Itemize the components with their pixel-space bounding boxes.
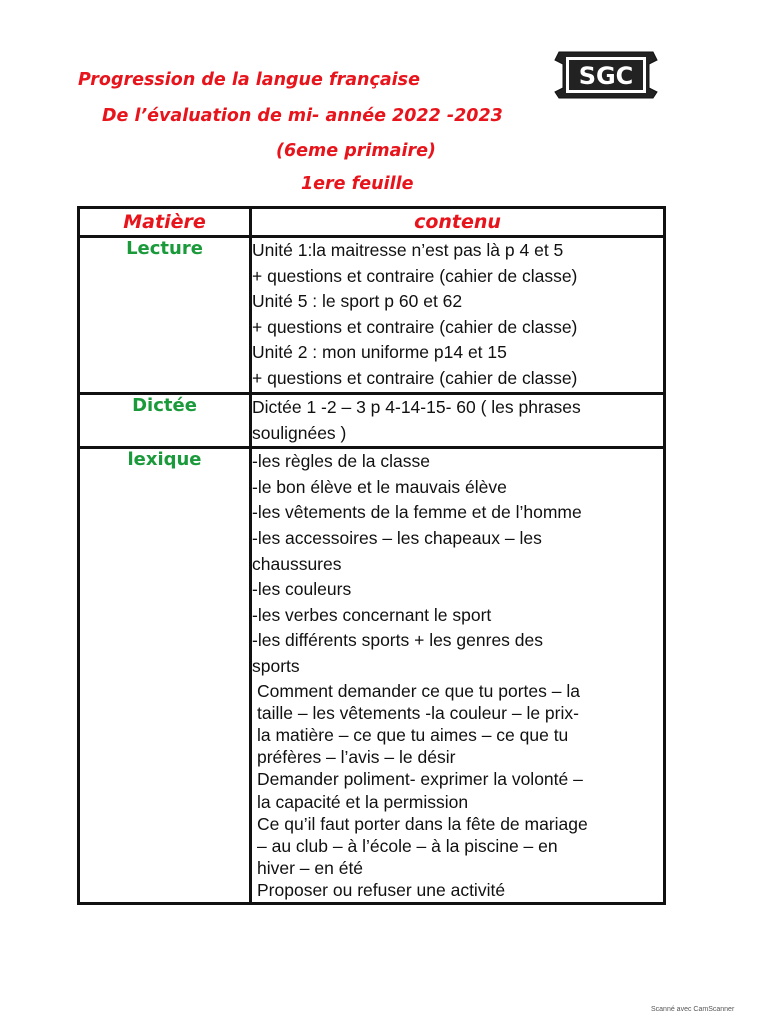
expressions-block — [252, 680, 663, 902]
content-line: -les accessoires – les chapeaux – les — [252, 527, 542, 548]
table-header-row — [79, 208, 665, 237]
subject-lexique: lexique — [79, 448, 251, 903]
expression-line: – au club – à l’école – à la piscine – en — [257, 835, 558, 856]
content-line: -les vêtements de la femme et de l’homme — [252, 502, 582, 523]
expression-line: taille – les vêtements -la couleur – le prix- — [257, 702, 579, 723]
content-line: Dictée 1 -2 – 3 p 4-14-15- 60 ( les phrases — [252, 397, 581, 417]
expression-line: la matière – ce que tu aimes – ce que tu — [257, 724, 569, 745]
header-contenu: contenu — [251, 208, 665, 237]
content-line: Unité 5 : le sport p 60 et 62 — [252, 291, 463, 312]
logo-text: SGC — [578, 62, 634, 90]
content-lecture — [251, 237, 665, 394]
expression-line: la capacité et la permission — [257, 791, 469, 812]
content-dictee — [251, 394, 665, 448]
title-line-4: 1ere feuille — [301, 174, 414, 194]
content-line: -les règles de la classe — [252, 451, 430, 472]
progression-table — [77, 206, 666, 905]
content-lexique — [251, 448, 665, 903]
content-line: -le bon élève et le mauvais élève — [252, 476, 507, 497]
title-line-3: (6eme primaire) — [276, 141, 436, 161]
table-row-lecture — [79, 237, 665, 394]
content-line: Unité 2 : mon uniforme p14 et 15 — [252, 342, 507, 363]
content-line: Unité 1:la maitresse n’est pas là p 4 et 5 — [252, 240, 564, 260]
header-matiere: Matière — [79, 208, 251, 237]
title-line-2: De l’évaluation de mi- année 2022 -2023 — [102, 106, 503, 126]
expression-line: Proposer ou refuser une activité — [257, 880, 506, 901]
content-line: chaussures — [252, 553, 342, 574]
content-line: + questions et contraire (cahier de classe) — [252, 367, 578, 388]
subject-lecture: Lecture — [79, 237, 251, 394]
content-line: sports — [252, 655, 300, 676]
content-line: -les différents sports + les genres des — [252, 630, 544, 651]
content-line: soulignées ) — [252, 422, 347, 443]
subject-dictee: Dictée — [79, 394, 251, 448]
content-line: + questions et contraire (cahier de classe) — [252, 316, 578, 337]
table-row-dictee — [79, 394, 665, 448]
expression-line: Ce qu’il faut porter dans la fête de mariage — [257, 813, 588, 834]
scan-note: Scanné avec CamScanner — [651, 1006, 735, 1013]
content-line: + questions et contraire (cahier de classe) — [252, 265, 578, 286]
table-row-lexique — [79, 448, 665, 903]
sgc-logo — [553, 50, 659, 100]
expression-line: Comment demander ce que tu portes – la — [257, 680, 580, 701]
expression-line: Demander poliment- exprimer la volonté – — [257, 769, 583, 790]
title-line-1: Progression de la langue française — [78, 70, 420, 90]
expression-line: hiver – en été — [257, 858, 364, 879]
content-line: -les verbes concernant le sport — [252, 604, 492, 625]
expression-line: préfères – l’avis – le désir — [257, 747, 456, 768]
content-line: -les couleurs — [252, 579, 352, 600]
